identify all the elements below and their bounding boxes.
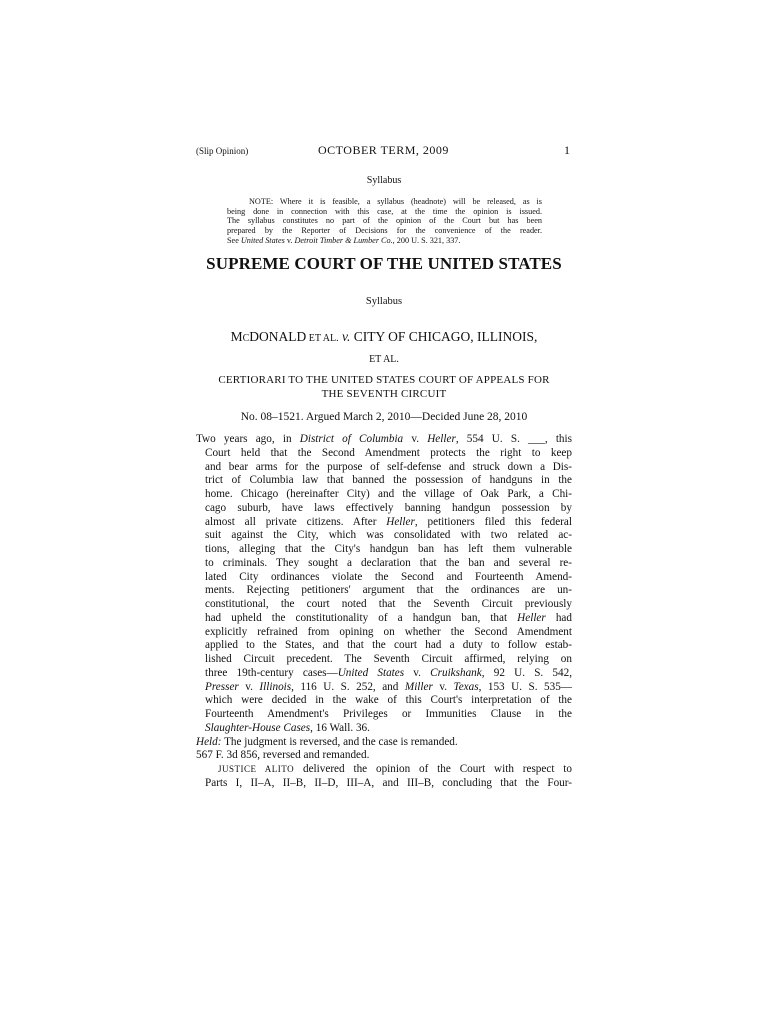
reporter-note bbox=[227, 197, 542, 246]
term-label: OCTOBER TERM, 2009 bbox=[318, 143, 449, 157]
court-title: SUPREME COURT OF THE UNITED STATES bbox=[206, 254, 562, 273]
syllabus-heading-top: Syllabus bbox=[366, 175, 402, 186]
syllabus-body bbox=[196, 433, 572, 791]
case-caption bbox=[196, 327, 572, 369]
certiorari-heading bbox=[196, 373, 572, 401]
note-case-name: United States bbox=[240, 235, 285, 245]
lower-court-citation: 567 F. 3d 856, reversed and remanded. bbox=[196, 749, 370, 762]
note-line: NOTE: Where it is feasible, a syllabus (headnote) will be released, as is bbox=[249, 197, 542, 206]
docket-line: No. 08–1521. Argued March 2, 2010—Decided June 28, 2010 bbox=[240, 411, 528, 423]
body-line: tions, alleging that the City's handgun ban has left them vulnerable bbox=[205, 543, 572, 555]
running-header bbox=[196, 143, 572, 159]
case-name-line-1 bbox=[231, 329, 538, 344]
body-line: three 19th-century cases—United States v. Cruikshank, 92 U. S. 542, bbox=[205, 666, 572, 679]
opinion-author-line: JUSTICE ALITO delivered the opinion of the Court with respect to bbox=[218, 763, 572, 775]
held-text: The judgment is reversed, and the case is remanded. bbox=[221, 735, 458, 748]
body-line: constitutional, the court noted that the Seventh Circuit previously bbox=[205, 598, 572, 610]
slip-opinion-label: (Slip Opinion) bbox=[196, 146, 249, 156]
body-line: suit against the City, which was consolidated with two related ac- bbox=[205, 529, 572, 542]
body-line: lated City ordinances violate the Second and Fourteenth Amend- bbox=[205, 570, 572, 583]
body-line: which were decided in the wake of this Court's interpretation of the bbox=[205, 694, 572, 707]
body-line: ments. Rejecting petitioners' argument that the ordinances are un- bbox=[205, 584, 572, 597]
note-line: The syllabus constitutes no part of the opinion of the Court but has been bbox=[227, 216, 542, 226]
body-line: trict of Columbia law that banned the possession of handguns in the bbox=[205, 474, 572, 487]
caption-et-al-2: ET AL. bbox=[369, 354, 399, 365]
held-label: Held: bbox=[196, 735, 222, 748]
syllabus-heading: Syllabus bbox=[365, 296, 403, 307]
note-versus: v. bbox=[284, 235, 295, 245]
note-citation-line bbox=[227, 236, 542, 246]
body-line: lished Circuit precedent. The Seventh Circuit affirmed, relying on bbox=[205, 653, 572, 665]
body-line: explicitly refrained from opining on whether the Second Amendment bbox=[205, 625, 572, 638]
page-number: 1 bbox=[564, 143, 570, 157]
body-line: Fourteenth Amendment's Privileges or Immunities Clause in the bbox=[205, 708, 572, 720]
body-line: home. Chicago (hereinafter City) and the village of Oak Park, a Chi- bbox=[205, 488, 572, 500]
note-case-name-2: Detroit Timber & Lumber Co. bbox=[294, 235, 393, 245]
certiorari-line-2: THE SEVENTH CIRCUIT bbox=[321, 388, 447, 400]
body-line: almost all private citizens. After Heller, petitioners filed this federal bbox=[205, 515, 572, 528]
caption-city: CITY OF CHICAGO, ILLINOIS, bbox=[353, 329, 538, 344]
body-line: and bear arms for the purpose of self-defense and struck down a Dis- bbox=[205, 460, 572, 473]
note-line: being done in connection with this case, at the time the opinion is issued. bbox=[227, 206, 542, 216]
certiorari-line-1: CERTIORARI TO THE UNITED STATES COURT OF APPEALS FOR bbox=[218, 374, 550, 386]
caption-donald: DONALD bbox=[249, 329, 307, 344]
caption-versus: v. bbox=[338, 329, 354, 344]
caption-small-cap: C bbox=[242, 333, 250, 344]
body-line: Court held that the Second Amendment protects the right to keep bbox=[205, 446, 572, 459]
body-line: Slaughter-House Cases, 16 Wall. 36. bbox=[205, 721, 370, 734]
note-line: prepared by the Reporter of Decisions for the convenience of the reader. bbox=[227, 226, 542, 236]
note-citation: , 200 U. S. 321, 337. bbox=[392, 235, 461, 245]
note-see: See bbox=[227, 235, 241, 245]
body-line: Parts I, II–A, II–B, II–D, III–A, and III–B, concluding that the Four- bbox=[205, 776, 572, 789]
body-line: to criminals. They sought a declaration that the ban and several re- bbox=[205, 556, 572, 569]
justice-name: JUSTICE ALITO bbox=[218, 764, 295, 774]
caption-et-al: ET AL. bbox=[306, 333, 339, 344]
body-line: cago suburb, have laws effectively banning handgun possession by bbox=[205, 501, 572, 514]
caption-initial: M bbox=[230, 329, 243, 344]
body-line: Two years ago, in District of Columbia v. Heller, 554 U. S. ___, this bbox=[196, 433, 572, 445]
body-line: had upheld the constitutionality of a handgun ban, that Heller had bbox=[205, 611, 572, 624]
body-line: applied to the States, and that the court had a duty to follow estab- bbox=[205, 639, 572, 652]
held-line bbox=[196, 736, 572, 750]
body-line: Presser v. Illinois, 116 U. S. 252, and Miller v. Texas, 153 U. S. 535— bbox=[205, 680, 572, 693]
